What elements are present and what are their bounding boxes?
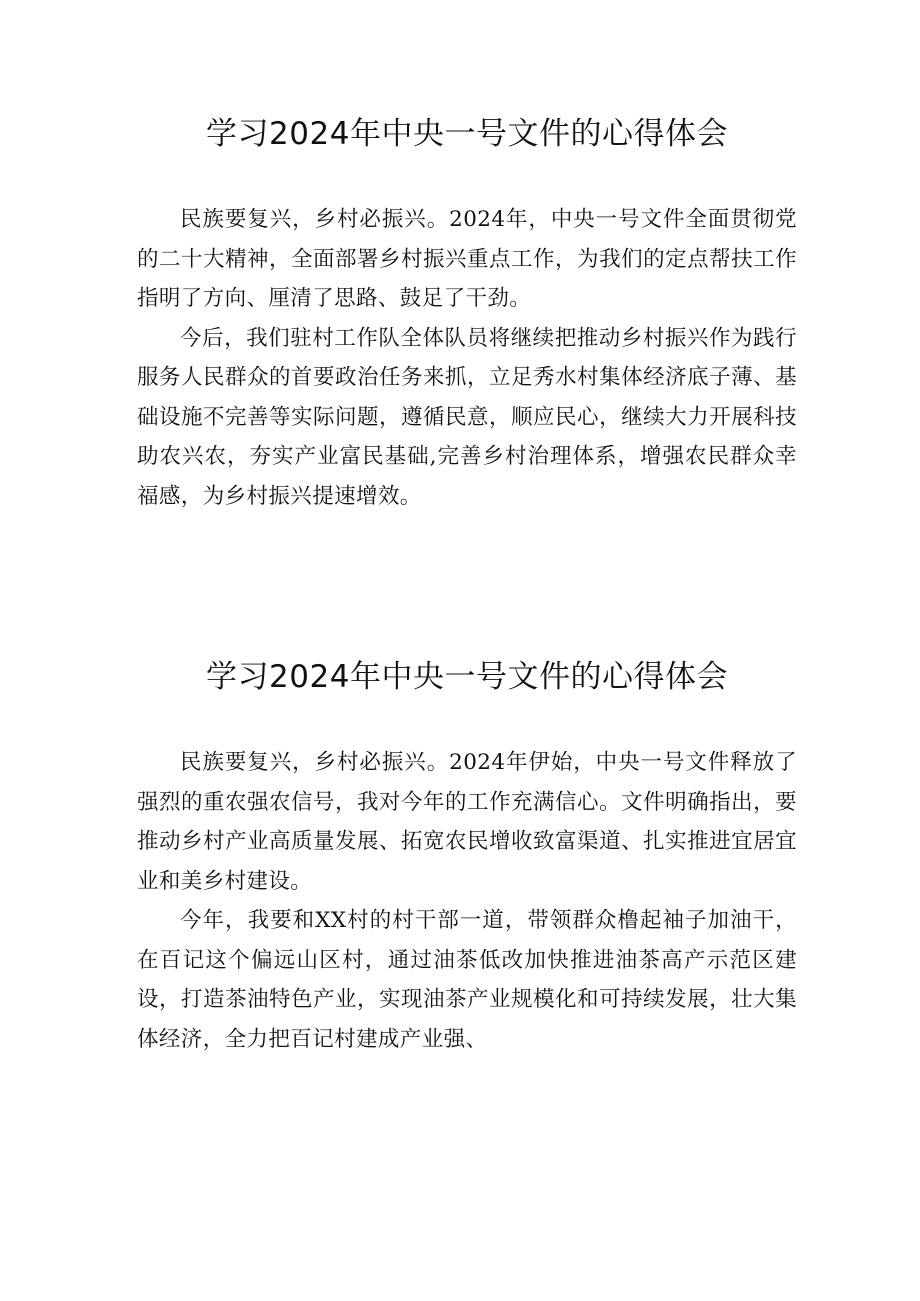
article-2-paragraph-1: 民族要复兴，乡村必振兴。2024年伊始，中央一号文件释放了强烈的重农强农信号，我对今年的工作充满信心。文件明确指出，要推动乡村产业高质量发展、拓宽农民增收致富渠道、扎实推进宜居宜业和美乡村建设。	[137, 750, 797, 894]
article-1	[137, 114, 797, 516]
article-1-paragraph-2: 今后，我们驻村工作队全体队员将继续把推动乡村振兴作为践行服务人民群众的首要政治任务来抓，立足秀水村集体经济底子薄、基础设施不完善等实际问题，遵循民意，顺应民心，继续大力开展科技助农兴农，夯实产业富民基础,完善乡村治理体系，增强农民群众幸福感，为乡村振兴提速增效。	[137, 325, 797, 509]
article-2	[137, 657, 797, 1059]
article-1-title: 学习2024年中央一号文件的心得体会	[206, 116, 728, 152]
article-1-paragraph-1: 民族要复兴，乡村必振兴。2024年，中央一号文件全面贯彻党的二十大精神，全面部署乡村振兴重点工作，为我们的定点帮扶工作指明了方向、厘清了思路、鼓足了干劲。	[137, 207, 797, 311]
article-2-paragraph-2: 今年，我要和XX村的村干部一道，带领群众橹起袖子加油干，在百记这个偏远山区村，通过油茶低改加快推进油茶高产示范区建设，打造茶油特色产业，实现油茶产业规模化和可持续发展，壮大集体经济，全力把百记村建成产业强、	[137, 908, 797, 1052]
article-2-title: 学习2024年中央一号文件的心得体会	[206, 659, 728, 695]
